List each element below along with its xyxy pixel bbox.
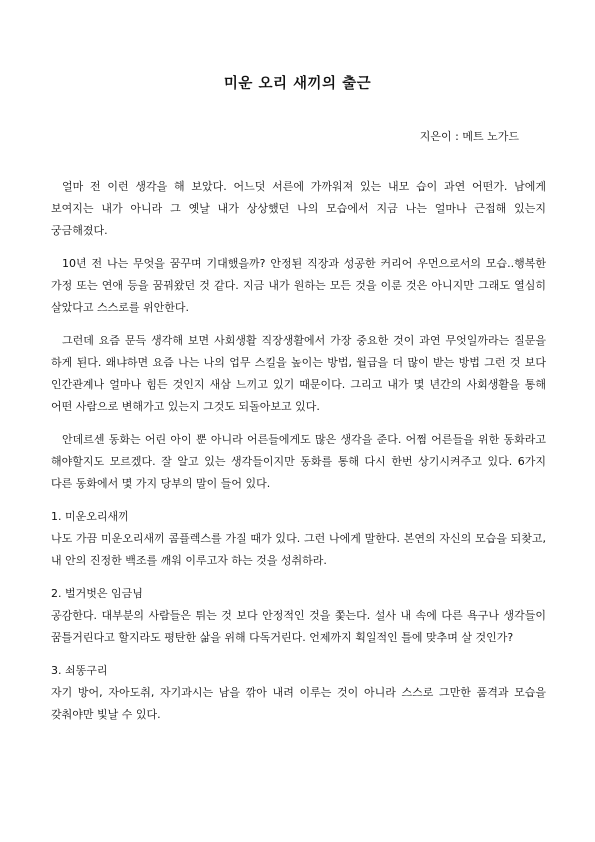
section-ugly-duckling bbox=[51, 506, 546, 572]
paragraph: 얼마 전 이런 생각을 해 보았다. 어느덧 서른에 가까워져 있는 내모 습이 과연 어떤가. 남에게 보여지는 내가 아니라 그 옛날 내가 상상했던 나의 모습에서 지금 나는 얼마나 근접해 있는지 궁금해졌다. bbox=[51, 180, 546, 237]
author-line: 지은이 : 메트 노가드 bbox=[419, 130, 519, 143]
section-emperors-new-clothes bbox=[51, 583, 546, 649]
paragraph: 10년 전 나는 무엇을 꿈꾸며 기대했을까? 안정된 직장과 성공한 커리어 우먼으로서의 모습..행복한 가정 또는 연애 등을 꿈꿔왔던 것 같다. 지금 내가 원하는 모든 것을 이룬 것은 아니지만 그래도 열심히 살았다고 스스로를 위안한다. bbox=[51, 257, 546, 314]
section-body: 자기 방어, 자아도취, 자기과시는 남을 깎아 내려 이루는 것이 아니라 스스로 그만한 품격과 모습을 갖춰야만 빛날 수 있다. bbox=[51, 686, 546, 721]
section-body: 나도 가끔 미운오리새끼 콤플렉스를 가질 때가 있다. 그런 나에게 말한다. 본연의 자신의 모습을 되찾고, 내 안의 진정한 백조를 깨워 이루고자 하는 것을 성취하라. bbox=[51, 532, 546, 567]
section-heading: 3. 쇠똥구리 bbox=[51, 664, 108, 677]
paragraph: 그런데 요즘 문득 생각해 보면 사회생활 직장생활에서 가장 중요한 것이 과연 무엇일까라는 질문을 하게 된다. 왜냐하면 요즘 나는 나의 업무 스킬을 높이는 방법, 월급을 더 많이 받는 방법 그런 것 보다 인간관계나 얼마나 힘든 것인지 새삼 느끼고 있기 때문이다. 그리고 내가 몇 년간의 사회생활을 통해 어떤 사람으로 변해가고 있는지 그것도 되돌아보고 있다. bbox=[51, 334, 546, 413]
section-dung-beetle bbox=[51, 660, 546, 726]
section-body: 공감한다. 대부분의 사람들은 튀는 것 보다 안정적인 것을 쫓는다. 설사 내 속에 다른 욕구나 생각들이 꿈틀거린다고 할지라도 평탄한 삶을 위해 다독거린다. 언제까지 획일적인 틀에 맞추며 살 것인가? bbox=[51, 609, 546, 644]
section-heading: 2. 벌거벗은 임금님 bbox=[51, 587, 143, 600]
document-title: 미운 오리 새끼의 출근 bbox=[223, 76, 372, 92]
section-heading: 1. 미운오리새끼 bbox=[51, 510, 129, 523]
document-body bbox=[51, 176, 546, 737]
paragraph: 안데르센 동화는 어린 아이 뿐 아니라 어른들에게도 많은 생각을 준다. 어쩜 어른들을 위한 동화라고 해야할지도 모르겠다. 잘 알고 있는 생각들이지만 동화를 통해 다시 한번 상기시켜주고 있다. 6가지 다른 동화에서 몇 가지 당부의 말이 들어 있다. bbox=[51, 433, 546, 490]
